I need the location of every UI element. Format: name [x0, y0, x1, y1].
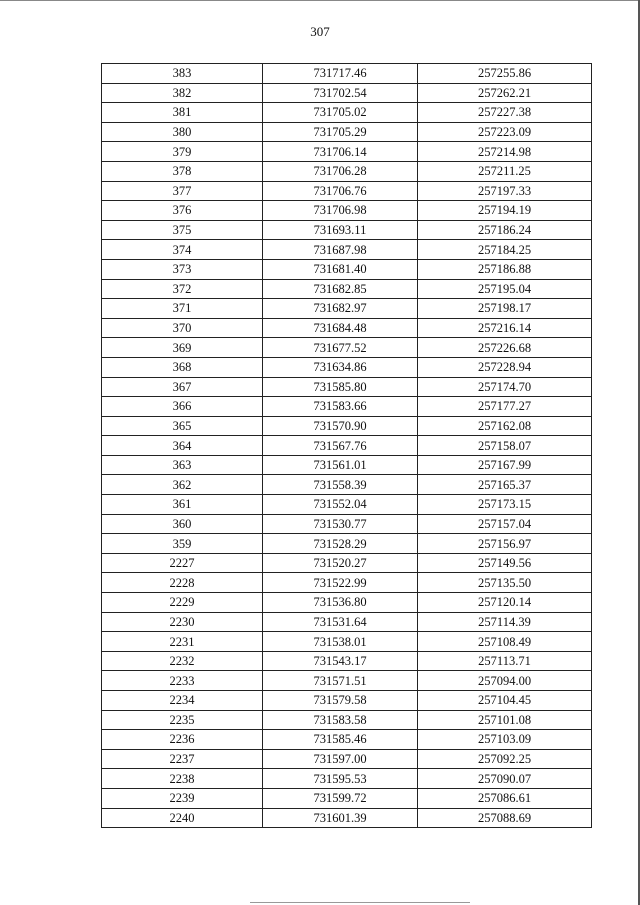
- x-coordinate-cell: 731536.80: [263, 593, 418, 613]
- point-number-cell: 362: [102, 475, 263, 495]
- table-row: [102, 553, 592, 573]
- point-number-cell: 360: [102, 514, 263, 534]
- y-coordinate-cell: 257103.09: [418, 730, 592, 750]
- table-row: [102, 788, 592, 808]
- y-coordinate-cell: 257157.04: [418, 514, 592, 534]
- y-coordinate-cell: 257226.68: [418, 338, 592, 358]
- y-coordinate-cell: 257101.08: [418, 710, 592, 730]
- table-row: [102, 573, 592, 593]
- point-number-cell: 2230: [102, 612, 263, 632]
- x-coordinate-cell: 731706.14: [263, 142, 418, 162]
- table-row: [102, 338, 592, 358]
- x-coordinate-cell: 731682.85: [263, 279, 418, 299]
- table-row: [102, 122, 592, 142]
- x-coordinate-cell: 731706.76: [263, 181, 418, 201]
- x-coordinate-cell: 731585.80: [263, 377, 418, 397]
- point-number-cell: 368: [102, 357, 263, 377]
- table-row: [102, 651, 592, 671]
- y-coordinate-cell: 257262.21: [418, 83, 592, 103]
- point-number-cell: 379: [102, 142, 263, 162]
- point-number-cell: 363: [102, 455, 263, 475]
- x-coordinate-cell: 731561.01: [263, 455, 418, 475]
- y-coordinate-cell: 257094.00: [418, 671, 592, 691]
- table-row: [102, 612, 592, 632]
- x-coordinate-cell: 731530.77: [263, 514, 418, 534]
- y-coordinate-cell: 257195.04: [418, 279, 592, 299]
- y-coordinate-cell: 257120.14: [418, 593, 592, 613]
- y-coordinate-cell: 257165.37: [418, 475, 592, 495]
- x-coordinate-cell: 731558.39: [263, 475, 418, 495]
- x-coordinate-cell: 731531.64: [263, 612, 418, 632]
- y-coordinate-cell: 257173.15: [418, 495, 592, 515]
- point-number-cell: 361: [102, 495, 263, 515]
- x-coordinate-cell: 731583.58: [263, 710, 418, 730]
- coordinates-table: [101, 63, 592, 828]
- x-coordinate-cell: 731522.99: [263, 573, 418, 593]
- point-number-cell: 376: [102, 201, 263, 221]
- table-row: [102, 220, 592, 240]
- y-coordinate-cell: 257174.70: [418, 377, 592, 397]
- table-row: [102, 103, 592, 123]
- y-coordinate-cell: 257186.24: [418, 220, 592, 240]
- x-coordinate-cell: 731717.46: [263, 64, 418, 84]
- table-row: [102, 377, 592, 397]
- point-number-cell: 2234: [102, 691, 263, 711]
- x-coordinate-cell: 731585.46: [263, 730, 418, 750]
- point-number-cell: 2232: [102, 651, 263, 671]
- table-row: [102, 691, 592, 711]
- y-coordinate-cell: 257113.71: [418, 651, 592, 671]
- x-coordinate-cell: 731682.97: [263, 299, 418, 319]
- y-coordinate-cell: 257223.09: [418, 122, 592, 142]
- y-coordinate-cell: 257194.19: [418, 201, 592, 221]
- table-row: [102, 436, 592, 456]
- x-coordinate-cell: 731693.11: [263, 220, 418, 240]
- y-coordinate-cell: 257104.45: [418, 691, 592, 711]
- y-coordinate-cell: 257162.08: [418, 416, 592, 436]
- bottom-rule: [250, 902, 470, 903]
- y-coordinate-cell: 257184.25: [418, 240, 592, 260]
- table-row: [102, 632, 592, 652]
- table-row: [102, 64, 592, 84]
- y-coordinate-cell: 257135.50: [418, 573, 592, 593]
- table-row: [102, 142, 592, 162]
- x-coordinate-cell: 731705.02: [263, 103, 418, 123]
- y-coordinate-cell: 257211.25: [418, 161, 592, 181]
- point-number-cell: 359: [102, 534, 263, 554]
- x-coordinate-cell: 731684.48: [263, 318, 418, 338]
- y-coordinate-cell: 257216.14: [418, 318, 592, 338]
- point-number-cell: 2238: [102, 769, 263, 789]
- y-coordinate-cell: 257108.49: [418, 632, 592, 652]
- table-row: [102, 769, 592, 789]
- x-coordinate-cell: 731552.04: [263, 495, 418, 515]
- y-coordinate-cell: 257149.56: [418, 553, 592, 573]
- point-number-cell: 381: [102, 103, 263, 123]
- point-number-cell: 382: [102, 83, 263, 103]
- y-coordinate-cell: 257090.07: [418, 769, 592, 789]
- x-coordinate-cell: 731583.66: [263, 397, 418, 417]
- point-number-cell: 2227: [102, 553, 263, 573]
- table-row: [102, 161, 592, 181]
- y-coordinate-cell: 257092.25: [418, 749, 592, 769]
- point-number-cell: 364: [102, 436, 263, 456]
- table-row: [102, 808, 592, 828]
- page-top-edge: [0, 0, 640, 1]
- point-number-cell: 370: [102, 318, 263, 338]
- point-number-cell: 374: [102, 240, 263, 260]
- y-coordinate-cell: 257197.33: [418, 181, 592, 201]
- point-number-cell: 2233: [102, 671, 263, 691]
- y-coordinate-cell: 257167.99: [418, 455, 592, 475]
- table-row: [102, 83, 592, 103]
- point-number-cell: 375: [102, 220, 263, 240]
- x-coordinate-cell: 731528.29: [263, 534, 418, 554]
- table-row: [102, 318, 592, 338]
- table-row: [102, 259, 592, 279]
- table-row: [102, 514, 592, 534]
- table-row: [102, 495, 592, 515]
- x-coordinate-cell: 731687.98: [263, 240, 418, 260]
- table-row: [102, 201, 592, 221]
- table-row: [102, 416, 592, 436]
- table-row: [102, 534, 592, 554]
- point-number-cell: 2237: [102, 749, 263, 769]
- point-number-cell: 2229: [102, 593, 263, 613]
- table-row: [102, 240, 592, 260]
- x-coordinate-cell: 731570.90: [263, 416, 418, 436]
- point-number-cell: 372: [102, 279, 263, 299]
- table-row: [102, 279, 592, 299]
- table-row: [102, 357, 592, 377]
- x-coordinate-cell: 731567.76: [263, 436, 418, 456]
- point-number-cell: 377: [102, 181, 263, 201]
- point-number-cell: 2239: [102, 788, 263, 808]
- point-number-cell: 365: [102, 416, 263, 436]
- point-number-cell: 2228: [102, 573, 263, 593]
- x-coordinate-cell: 731702.54: [263, 83, 418, 103]
- x-coordinate-cell: 731543.17: [263, 651, 418, 671]
- x-coordinate-cell: 731677.52: [263, 338, 418, 358]
- y-coordinate-cell: 257158.07: [418, 436, 592, 456]
- table-row: [102, 455, 592, 475]
- y-coordinate-cell: 257156.97: [418, 534, 592, 554]
- y-coordinate-cell: 257214.98: [418, 142, 592, 162]
- page-number: 307: [310, 24, 330, 39]
- table-row: [102, 710, 592, 730]
- x-coordinate-cell: 731571.51: [263, 671, 418, 691]
- point-number-cell: 367: [102, 377, 263, 397]
- table-row: [102, 299, 592, 319]
- x-coordinate-cell: 731597.00: [263, 749, 418, 769]
- point-number-cell: 383: [102, 64, 263, 84]
- point-number-cell: 2240: [102, 808, 263, 828]
- point-number-cell: 2235: [102, 710, 263, 730]
- y-coordinate-cell: 257255.86: [418, 64, 592, 84]
- point-number-cell: 371: [102, 299, 263, 319]
- table-row: [102, 181, 592, 201]
- x-coordinate-cell: 731706.28: [263, 161, 418, 181]
- x-coordinate-cell: 731595.53: [263, 769, 418, 789]
- x-coordinate-cell: 731634.86: [263, 357, 418, 377]
- x-coordinate-cell: 731599.72: [263, 788, 418, 808]
- y-coordinate-cell: 257114.39: [418, 612, 592, 632]
- point-number-cell: 378: [102, 161, 263, 181]
- table-row: [102, 475, 592, 495]
- y-coordinate-cell: 257227.38: [418, 103, 592, 123]
- x-coordinate-cell: 731706.98: [263, 201, 418, 221]
- x-coordinate-cell: 731538.01: [263, 632, 418, 652]
- coordinates-table-body: [102, 64, 592, 828]
- point-number-cell: 380: [102, 122, 263, 142]
- x-coordinate-cell: 731681.40: [263, 259, 418, 279]
- point-number-cell: 2231: [102, 632, 263, 652]
- y-coordinate-cell: 257086.61: [418, 788, 592, 808]
- x-coordinate-cell: 731601.39: [263, 808, 418, 828]
- x-coordinate-cell: 731705.29: [263, 122, 418, 142]
- point-number-cell: 366: [102, 397, 263, 417]
- table-row: [102, 749, 592, 769]
- y-coordinate-cell: 257088.69: [418, 808, 592, 828]
- point-number-cell: 373: [102, 259, 263, 279]
- y-coordinate-cell: 257186.88: [418, 259, 592, 279]
- table-row: [102, 671, 592, 691]
- table-row: [102, 593, 592, 613]
- y-coordinate-cell: 257177.27: [418, 397, 592, 417]
- table-row: [102, 730, 592, 750]
- x-coordinate-cell: 731520.27: [263, 553, 418, 573]
- y-coordinate-cell: 257198.17: [418, 299, 592, 319]
- y-coordinate-cell: 257228.94: [418, 357, 592, 377]
- table-row: [102, 397, 592, 417]
- point-number-cell: 369: [102, 338, 263, 358]
- x-coordinate-cell: 731579.58: [263, 691, 418, 711]
- point-number-cell: 2236: [102, 730, 263, 750]
